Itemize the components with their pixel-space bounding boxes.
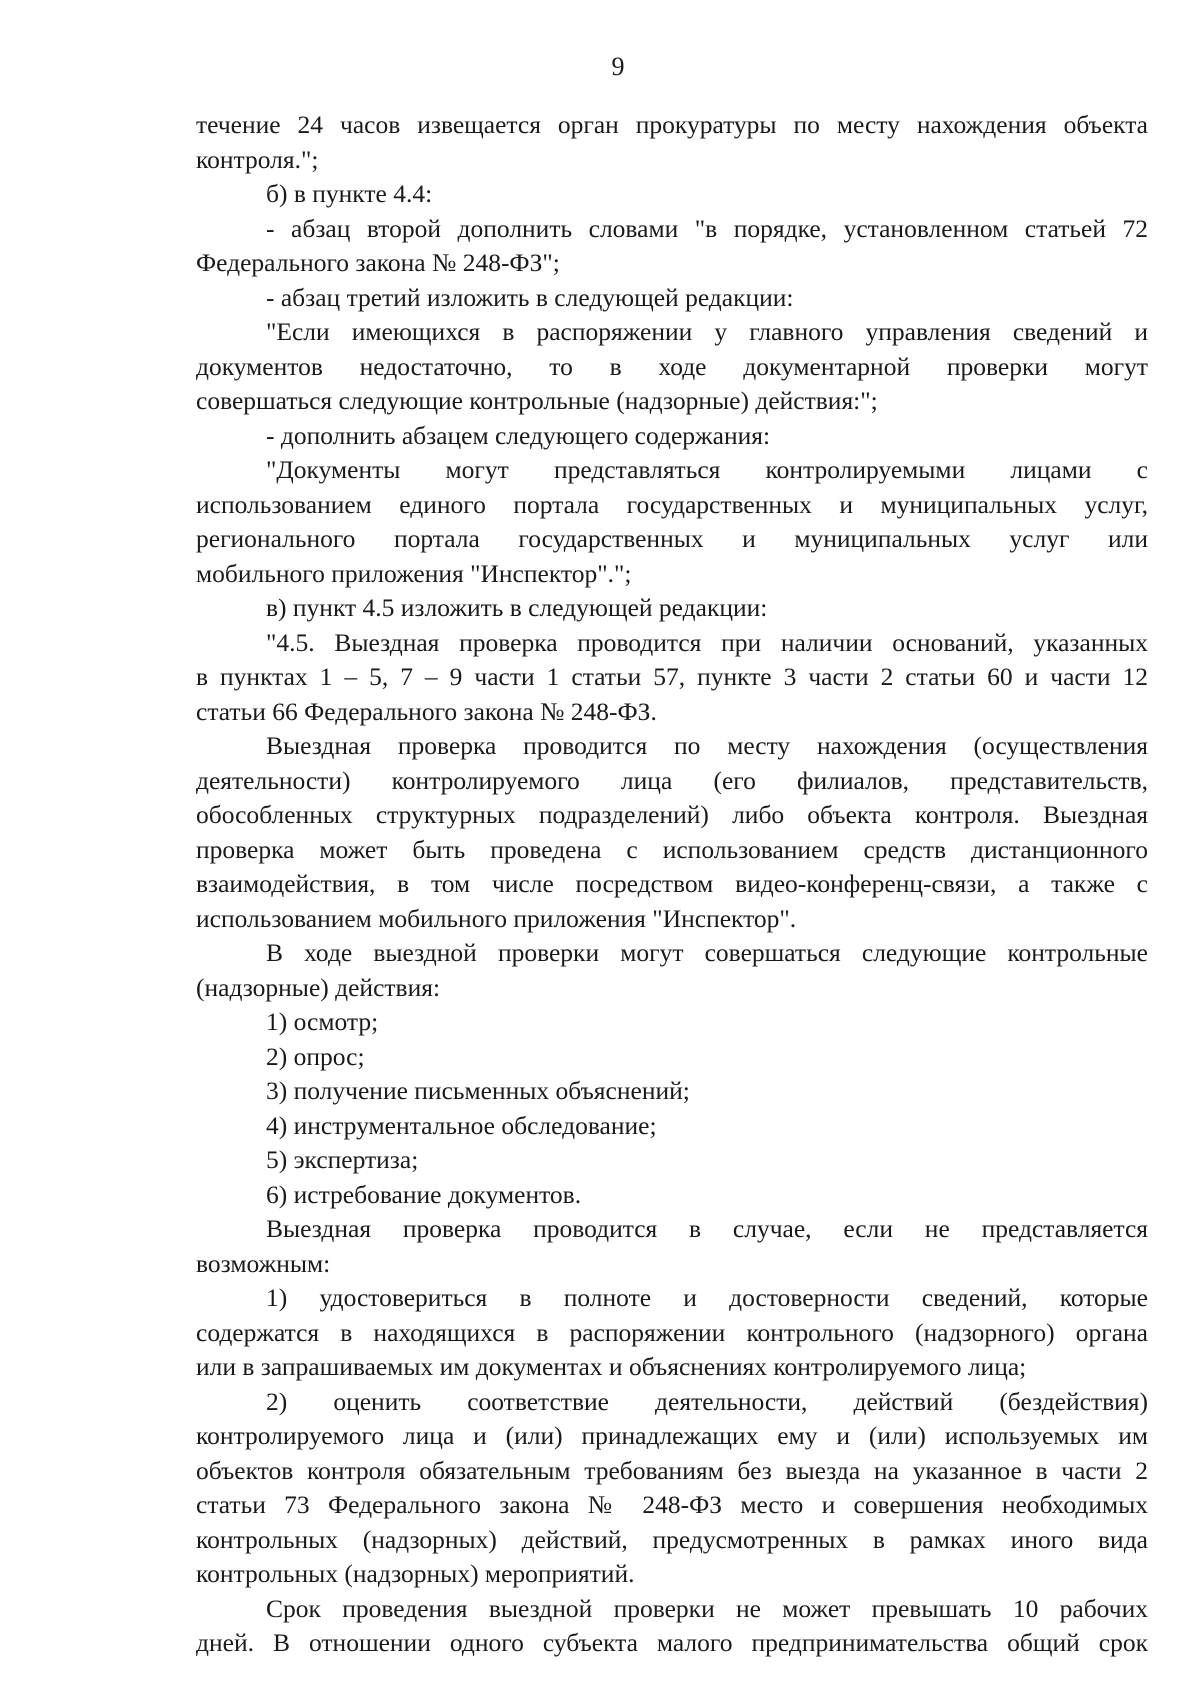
text-line: 1) удостовериться в полноте и достоверности сведений, которые xyxy=(266,1283,1148,1312)
text-line: контролируемого лица и (или) принадлежащих ему и (или) используемых им xyxy=(196,1421,1148,1450)
text-line: содержатся в находящихся в распоряжении контрольного (надзорного) органа xyxy=(196,1317,1148,1347)
text-line: возможным: xyxy=(196,1248,331,1278)
text-line: контрольных (надзорных) действий, предусмотренных в рамках иного вида xyxy=(196,1524,1148,1554)
text-line: регионального портала государственных и муниципальных услуг или xyxy=(196,524,1148,553)
text-line: или в запрашиваемых им документах и объяснениях контролируемого лица; xyxy=(196,1352,1027,1381)
text-line: статьи 66 Федерального закона № 248-ФЗ. xyxy=(196,696,657,726)
text-line: обособленных структурных подразделений) либо объекта контроля. Выездная xyxy=(196,800,1148,829)
text-line: - абзац третий изложить в следующей редакции: xyxy=(266,282,794,312)
text-line: - абзац второй дополнить словами "в порядке, установленном статьей 72 xyxy=(266,213,1148,243)
text-line: проверка может быть проведена с использованием средств дистанционного xyxy=(196,834,1148,864)
text-line: "Если имеющихся в распоряжении у главного управления сведений и xyxy=(266,317,1148,346)
text-line: Срок проведения выездной проверки не может превышать 10 рабочих xyxy=(266,1593,1148,1623)
text-line: взаимодействия, в том числе посредством видео-конференц-связи, а также с xyxy=(196,869,1148,898)
text-line: - дополнить абзацем следующего содержания: xyxy=(266,420,771,450)
text-line: б) в пункте 4.4: xyxy=(266,179,433,208)
text-line: деятельности) контролируемого лица (его филиалов, представительств, xyxy=(196,765,1148,795)
text-line: Выездная проверка проводится в случае, если не представляется xyxy=(266,1214,1148,1243)
list-item: 4) инструментальное обследование; xyxy=(266,1110,657,1140)
text-line: контрольных (надзорных) мероприятий. xyxy=(196,1559,635,1588)
text-line: статьи 73 Федерального закона № 248-ФЗ место и совершения необходимых xyxy=(196,1490,1148,1519)
text-line: в) пункт 4.5 изложить в следующей редакции: xyxy=(266,593,768,622)
text-line: в пунктах 1 – 5, 7 – 9 части 1 статьи 57, пункте 3 части 2 статьи 60 и части 12 xyxy=(196,662,1148,691)
text-line: Выездная проверка проводится по месту нахождения (осуществления xyxy=(266,731,1148,760)
text-line: совершаться следующие контрольные (надзорные) действия:"; xyxy=(196,386,878,415)
list-item: 6) истребование документов. xyxy=(266,1179,582,1209)
text-line: дней. В отношении одного субъекта малого предпринимательства общий срок xyxy=(196,1628,1148,1657)
text-line: документов недостаточно, то в ходе документарной проверки могут xyxy=(196,351,1148,381)
document-body xyxy=(196,108,1148,1661)
text-line: контроля."; xyxy=(196,144,319,174)
text-line: Федерального закона № 248-ФЗ"; xyxy=(196,248,560,277)
text-line: В ходе выездной проверки могут совершаться следующие контрольные xyxy=(266,938,1148,967)
list-item: 1) осмотр; xyxy=(266,1007,379,1036)
text-line: (надзорные) действия: xyxy=(196,972,441,1002)
list-item: 3) получение письменных объяснений; xyxy=(266,1076,690,1105)
text-line: использованием мобильного приложения "Инспектор". xyxy=(196,903,797,933)
text-line: "4.5. Выездная проверка проводится при наличии оснований, указанных xyxy=(266,627,1148,657)
text-line: 2) оценить соответствие деятельности, действий (бездействия) xyxy=(266,1386,1148,1416)
text-line: "Документы могут представляться контролируемыми лицами с xyxy=(266,455,1148,484)
text-line: течение 24 часов извещается орган прокуратуры по месту нахождения объекта xyxy=(196,110,1148,139)
text-line: объектов контроля обязательным требованиям без выезда на указанное в части 2 xyxy=(196,1455,1148,1485)
page-number: 9 xyxy=(611,52,625,81)
text-line: мобильного приложения "Инспектор"."; xyxy=(196,558,632,588)
text-line: использованием единого портала государственных и муниципальных услуг, xyxy=(196,489,1148,519)
list-item: 2) опрос; xyxy=(266,1041,365,1071)
list-item: 5) экспертиза; xyxy=(266,1145,419,1174)
